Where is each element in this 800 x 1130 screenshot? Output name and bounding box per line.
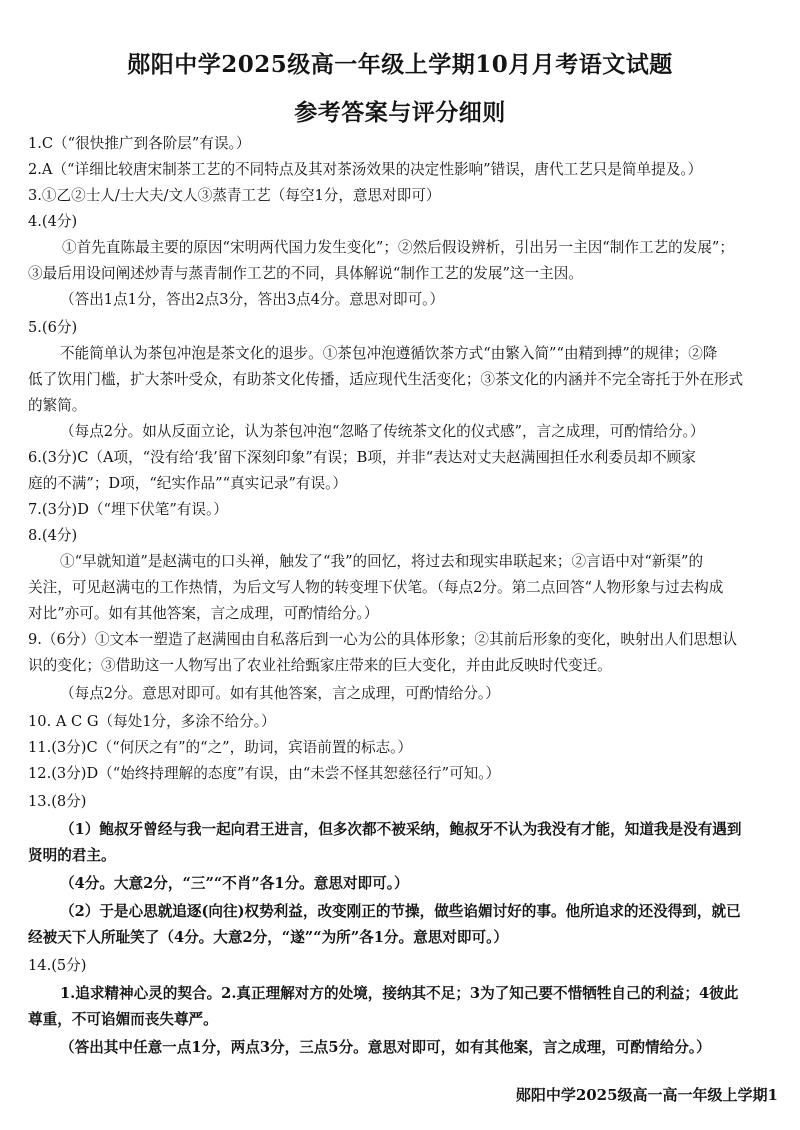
answer-line: 1.追求精神心灵的契合。2.真正理解对方的处境，接纳其不足；3为了知己要不惜牺牲自己的利益；4彼此 bbox=[60, 985, 739, 1002]
answer-line: 6.(3分)C（A项，“没有给‘我’留下深刻印象”有误；B项，并非“表达对丈夫赵满囤担任水利委员却不顾家 bbox=[28, 449, 696, 466]
answer-line: 3.①乙②士人/士大夫/文人③蒸青工艺（每空1分，意思对即可） bbox=[28, 187, 441, 204]
page-footer: 郧阳中学2025级高一高一年级上学期1 bbox=[515, 1086, 778, 1104]
answer-line: 对比”亦可。如有其他答案，言之成理，可酌情给分。） bbox=[28, 605, 379, 622]
answer-line: 贤明的君主。 bbox=[28, 847, 116, 864]
answer-line: 庭的不满”；D项，“纪实作品”“真实记录”有误。） bbox=[28, 475, 347, 492]
answer-line: 4.(4分) bbox=[28, 213, 78, 230]
answer-line: 13.(8分) bbox=[28, 793, 87, 810]
page-title: 郧阳中学2025级高一年级上学期10月月考语文试题 bbox=[127, 51, 673, 78]
answer-line: 的繁简。 bbox=[28, 397, 87, 414]
answer-line: 10. A C G（每处1分，多涂不给分。） bbox=[28, 713, 276, 730]
answer-line: 经被天下人所耻笑了（4分。大意2分，“遂”“为所”各1分。意思对即可。） bbox=[28, 929, 508, 946]
answer-line: 1.C（“很快推广到各阶层”有误。） bbox=[28, 135, 251, 152]
answer-line: （4分。大意2分，“三”“不肖”各1分。意思对即可。） bbox=[60, 875, 409, 892]
answer-line: （每点2分。意思对即可。如有其他答案，言之成理，可酌情给分。） bbox=[60, 685, 500, 702]
answer-line: 尊重，不可谄媚而丧失尊严。 bbox=[28, 1011, 218, 1028]
answer-line: 12.(3分)D（“始终持理解的态度”有误，由“未尝不怪其恕慈径行”可知。） bbox=[28, 765, 501, 782]
answer-line: （答出其中任意一点1分，两点3分，三点5分。意思对即可，如有其他案，言之成理，可酌情给分。） bbox=[60, 1039, 711, 1056]
page-subtitle: 参考答案与评分细则 bbox=[294, 99, 506, 126]
answer-line: ③最后用设问阐述炒青与蒸青制作工艺的不同，具体解说“制作工艺的发展”这一主因。 bbox=[28, 265, 583, 282]
answer-line: 低了饮用门槛，扩大茶叶受众，有助茶文化传播，适应现代生活变化；③茶文化的内涵并不完全寄托于外在形式 bbox=[28, 371, 744, 388]
answer-line: 不能简单认为茶包冲泡是茶文化的退步。①茶包冲泡遵循饮茶方式“由繁入简”“由精到搏”的规律；②降 bbox=[60, 345, 718, 362]
answer-line: （答出1点1分，答出2点3分，答出3点4分。意思对即可。） bbox=[60, 291, 445, 308]
answer-line: （2）于是心思就追逐(向往)权势利益，改变刚正的节操，做些谄媚讨好的事。他所追求的还没得到，就已 bbox=[60, 903, 741, 920]
answer-line: 14.(5分) bbox=[28, 957, 87, 974]
answer-line: 11.(3分)C（“何厌之有”的“之”，助词，宾语前置的标志。） bbox=[28, 739, 413, 756]
answer-line: ①首先直陈最主要的原因“宋明两代国力发生变化”；②然后假设辨析，引出另一主因“制作工艺的发展”； bbox=[62, 239, 734, 256]
answer-line: 5.(6分) bbox=[28, 319, 78, 336]
answer-line: 识的变化；③借助这一人物写出了农业社给甄家庄带来的巨大变化，并由此反映时代变迁。 bbox=[28, 657, 612, 674]
answer-line: 8.(4分) bbox=[28, 527, 78, 544]
answer-line: 2.A（“详细比较唐宋制茶工艺的不同特点及其对茶汤效果的决定性影响”错误，唐代工艺只是简单提及。） bbox=[28, 161, 703, 178]
answer-line: （1）鲍叔牙曾经与我一起向君王进言，但多次都不被采纳，鲍叔牙不认为我没有才能，知道我是没有遇到 bbox=[60, 821, 742, 838]
answer-line: （每点2分。如从反面立论，认为茶包冲泡“忽略了传统茶文化的仪式感”，言之成理，可酌情给分。） bbox=[60, 423, 705, 440]
answer-line: 7.(3分)D（“埋下伏笔”有误。） bbox=[28, 501, 228, 518]
answer-line: ①“早就知道”是赵满屯的口头禅，触发了“我”的回忆，将过去和现实串联起来；②言语中对“新渠”的 bbox=[60, 553, 704, 570]
answer-line: 9.（6分）①文本一塑造了赵满囤由自私落后到一心为公的具体形象；②其前后形象的变化，映射出人们思想认 bbox=[28, 631, 738, 648]
answer-line: 关注，可见赵满屯的工作热情，为后文写人物的转变埋下伏笔。（每点2分。第二点回答“人物形象与过去构成 bbox=[28, 579, 724, 596]
